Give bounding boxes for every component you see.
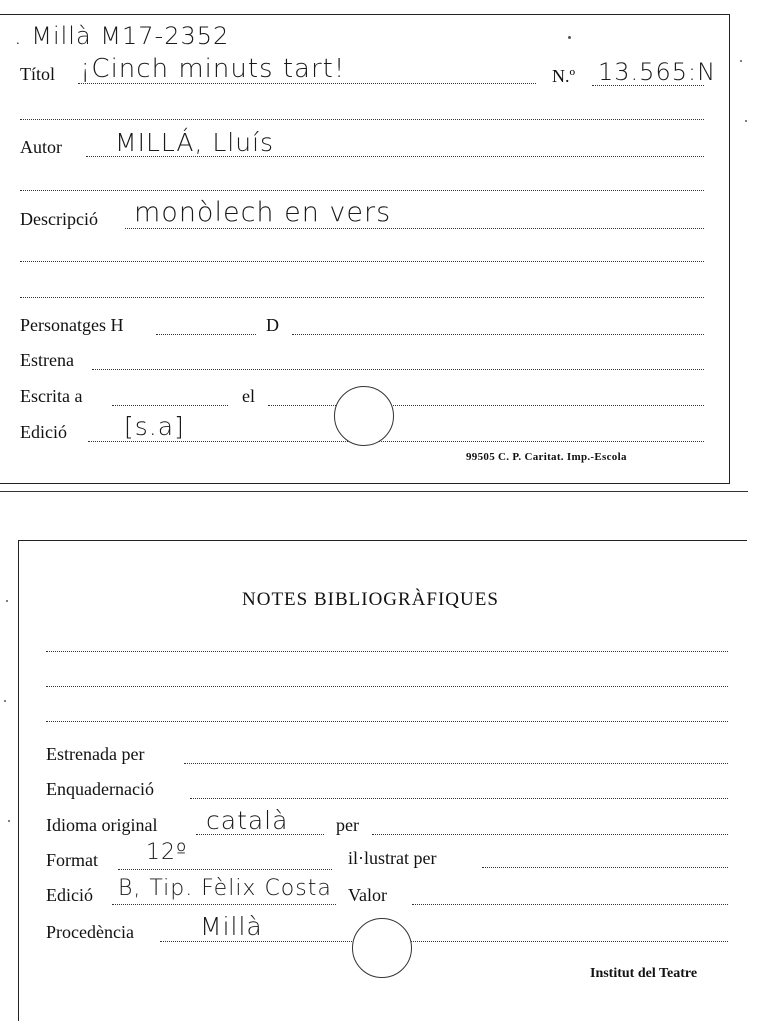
estrena-label: Estrena (20, 350, 74, 370)
back-edicio-label: Edició (46, 885, 93, 905)
notes-line-1 (46, 651, 728, 652)
el-line (268, 405, 704, 406)
numero-value: 13.565:N (598, 58, 717, 86)
scan-speck (4, 700, 6, 702)
personatges-d-line (292, 334, 704, 335)
per-label: per (336, 815, 359, 835)
enquadernacio-line (190, 798, 728, 799)
front-punch-hole (334, 386, 394, 446)
valor-line (412, 904, 728, 905)
procedencia-label: Procedència (46, 922, 134, 942)
back-edicio-value: B, Tip. Fèlix Costa (118, 876, 332, 901)
titol-label: Títol (20, 64, 55, 84)
scan-speck (8, 820, 10, 822)
personatges-h-line (156, 334, 256, 335)
edicio-line (88, 441, 704, 442)
front-blank-line-1 (20, 119, 704, 120)
idioma-label: Idioma original (46, 815, 158, 835)
format-label: Format (46, 850, 98, 870)
format-line (118, 869, 332, 870)
notes-line-3 (46, 721, 728, 722)
descripcio-value: monòlech en vers (134, 197, 392, 228)
back-punch-hole (352, 918, 412, 978)
procedencia-value: Millà (200, 912, 263, 941)
valor-label: Valor (348, 885, 387, 905)
procedencia-line (160, 941, 728, 942)
escrita-line (112, 405, 228, 406)
descripcio-label: Descripció (20, 209, 98, 229)
titol-value: ¡Cinch minuts tart! (80, 54, 346, 84)
notes-line-2 (46, 686, 728, 687)
institution-stamp: Institut del Teatre (590, 966, 698, 981)
front-blank-line-2 (20, 190, 704, 191)
card-separator (0, 491, 748, 492)
notes-heading: NOTES BIBLIOGRÀFIQUES (242, 589, 499, 610)
enquadernacio-label: Enquadernació (46, 779, 154, 799)
front-blank-line-3 (20, 261, 704, 262)
scan-speck (568, 36, 571, 39)
el-label: el (242, 386, 255, 406)
d-label: D (266, 315, 279, 335)
estrena-line (92, 369, 704, 370)
scan-speck (740, 60, 742, 62)
estrenada-line (184, 763, 728, 764)
catalog-annotation: . Millà M17-2352 (14, 22, 230, 50)
illustrat-label: il·lustrat per (348, 848, 437, 868)
scan-speck (745, 120, 747, 122)
numero-label: N.º (552, 66, 576, 86)
edicio-value: [s.a] (124, 412, 185, 441)
back-edicio-line (112, 904, 336, 905)
illustrat-line (482, 867, 728, 868)
format-value: 12º (146, 840, 188, 865)
per-line (372, 834, 728, 835)
scan-speck (6, 600, 8, 602)
idioma-value: català (206, 806, 289, 835)
estrenada-label: Estrenada per (46, 744, 145, 764)
personatges-label: Personatges H (20, 315, 124, 335)
descripcio-line (125, 228, 704, 229)
escrita-label: Escrita a (20, 386, 83, 406)
autor-value: MILLÁ, Lluís (115, 128, 275, 157)
printer-note: 99505 C. P. Caritat. Imp.-Escola (466, 451, 627, 463)
autor-label: Autor (20, 137, 62, 157)
edicio-label: Edició (20, 422, 67, 442)
front-blank-line-4 (20, 297, 704, 298)
